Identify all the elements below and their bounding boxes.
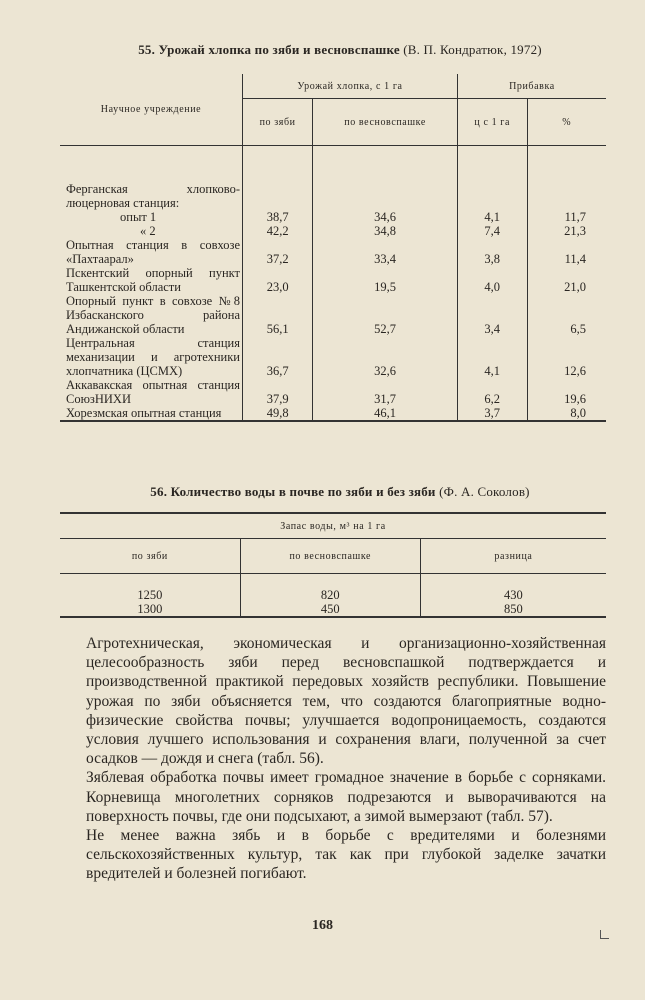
cell-gain-c: 4,1 <box>457 210 527 224</box>
row-institution: « 2 <box>140 224 156 238</box>
cell-difference: 850 <box>420 602 606 617</box>
paragraph: Не менее важна зябь и в борьбе с вредителями и болезнями сельскохозяйственных культур, так как при глубокой заделке зачатки вредителей и болезней погибают. <box>86 827 606 883</box>
cell-autumn: 37,2 <box>243 238 313 266</box>
row-institution: опыт 1 <box>120 210 157 224</box>
header-gain-pct: % <box>527 99 606 146</box>
cell-autumn: 56,1 <box>243 294 313 336</box>
cell-gain-c: 7,4 <box>457 224 527 238</box>
table-row <box>60 224 606 238</box>
table-row <box>60 210 606 224</box>
table-row <box>60 266 606 294</box>
cell-gain-c: 4,0 <box>457 266 527 294</box>
header-water-group: Запас воды, м³ на 1 га <box>60 513 606 539</box>
header-autumn: по зяби <box>243 99 313 146</box>
cell-spring: 32,6 <box>313 336 458 378</box>
cell-autumn: 37,9 <box>243 378 313 406</box>
row-institution: Опорный пункт в совхозе №8 Избасканского района Андижанской области <box>66 294 240 336</box>
body-text <box>86 634 606 884</box>
table-55-caption <box>60 42 620 58</box>
header-gain-group: Прибавка <box>457 74 606 99</box>
page-number: 168 <box>312 918 333 933</box>
row-institution: Хорезмская опытная станция <box>66 406 222 420</box>
cell-spring: 450 <box>240 602 420 617</box>
cell-difference: 430 <box>420 574 606 603</box>
header-spring: по весновспашке <box>240 539 420 574</box>
cell-gain-pct: 8,0 <box>527 406 606 421</box>
row-institution: Пскентский опорный пункт Ташкентской области <box>66 266 240 294</box>
table-row <box>60 574 606 603</box>
table-55 <box>60 74 606 422</box>
cell-gain-pct: 21,3 <box>527 224 606 238</box>
header-difference: разница <box>420 539 606 574</box>
cell-spring: 46,1 <box>313 406 458 421</box>
cell-gain-pct: 12,6 <box>527 336 606 378</box>
row-institution: Ферганская хлопково-люцерновая станция: <box>66 182 240 210</box>
cell-gain-pct: 11,4 <box>527 238 606 266</box>
cell-spring: 19,5 <box>313 266 458 294</box>
cell-autumn: 49,8 <box>243 406 313 421</box>
table-56-caption <box>60 484 620 500</box>
header-gain-c: ц с 1 га <box>457 99 527 146</box>
cell-gain-pct: 19,6 <box>527 378 606 406</box>
cell-spring: 34,8 <box>313 224 458 238</box>
table-row <box>60 336 606 378</box>
cell-autumn: 1300 <box>137 602 163 616</box>
row-institution: Центральная станция механизации и агротехники хлопчатника (ЦСМХ) <box>66 336 240 378</box>
table-row <box>60 378 606 406</box>
table-row <box>60 238 606 266</box>
cell-gain-pct <box>527 146 606 211</box>
header-spring: по весновспашке <box>313 99 458 146</box>
row-institution: Опытная станция в совхозе «Пахтаарал» <box>66 238 240 266</box>
cell-spring: 31,7 <box>313 378 458 406</box>
cell-gain-c: 3,7 <box>457 406 527 421</box>
table-row <box>60 406 606 421</box>
cell-gain-c: 3,8 <box>457 238 527 266</box>
header-autumn: по зяби <box>60 539 240 574</box>
cell-spring <box>313 146 458 211</box>
cell-autumn: 36,7 <box>243 336 313 378</box>
cell-autumn: 1250 <box>137 588 163 602</box>
corner-mark <box>600 930 609 939</box>
cell-gain-pct: 6,5 <box>527 294 606 336</box>
paragraph: Агротехническая, экономическая и организационно-хозяйственная целесообразность зяби перед весновспашкой подтверждается и производственной практикой передовых хозяйств республики. Повышение урожая по зяби объясняется тем, что создаются благоприятные водно-физические свойства почвы; улучшается водопроницаемость, создаются условия лучшего использования и сохранения влаги, полученной за счет осадков — дождя и снега (табл. 56). <box>86 635 606 768</box>
table-row <box>60 146 606 211</box>
header-yield-group: Урожай хлопка, с 1 га <box>243 74 458 99</box>
cell-gain-c <box>457 146 527 211</box>
table-row <box>60 602 606 617</box>
cell-gain-c: 6,2 <box>457 378 527 406</box>
row-institution: Аккавакская опытная станция СоюзНИХИ <box>66 378 240 406</box>
cell-gain-pct: 11,7 <box>527 210 606 224</box>
cell-gain-pct: 21,0 <box>527 266 606 294</box>
paragraph: Зяблевая обработка почвы имеет громадное значение в борьбе с сорняками. Корневища многолетних сорняков подрезаются и выворачиваются на поверхность почвы, где они подсыхают, а зимой вымерзают (табл. 57). <box>86 769 606 825</box>
cell-gain-c: 3,4 <box>457 294 527 336</box>
cell-autumn: 38,7 <box>243 210 313 224</box>
cell-spring: 33,4 <box>313 238 458 266</box>
cell-autumn <box>243 146 313 211</box>
table-row <box>60 294 606 336</box>
table-56-source: (Ф. А. Соколов) <box>439 484 530 499</box>
cell-gain-c: 4,1 <box>457 336 527 378</box>
table-56-title: Количество воды в почве по зяби и без зяби <box>170 484 436 499</box>
table-55-source: (В. П. Кондратюк, 1972) <box>403 42 542 57</box>
cell-autumn: 23,0 <box>243 266 313 294</box>
cell-spring: 34,6 <box>313 210 458 224</box>
table-55-title: Урожай хлопка по зяби и весновспашке <box>158 42 400 57</box>
table-56 <box>60 512 606 618</box>
table-56-number: 56. <box>150 484 168 499</box>
cell-spring: 52,7 <box>313 294 458 336</box>
cell-spring: 820 <box>240 574 420 603</box>
header-institution: Научное учреждение <box>60 74 243 146</box>
table-55-number: 55. <box>138 42 156 57</box>
cell-autumn: 42,2 <box>243 224 313 238</box>
